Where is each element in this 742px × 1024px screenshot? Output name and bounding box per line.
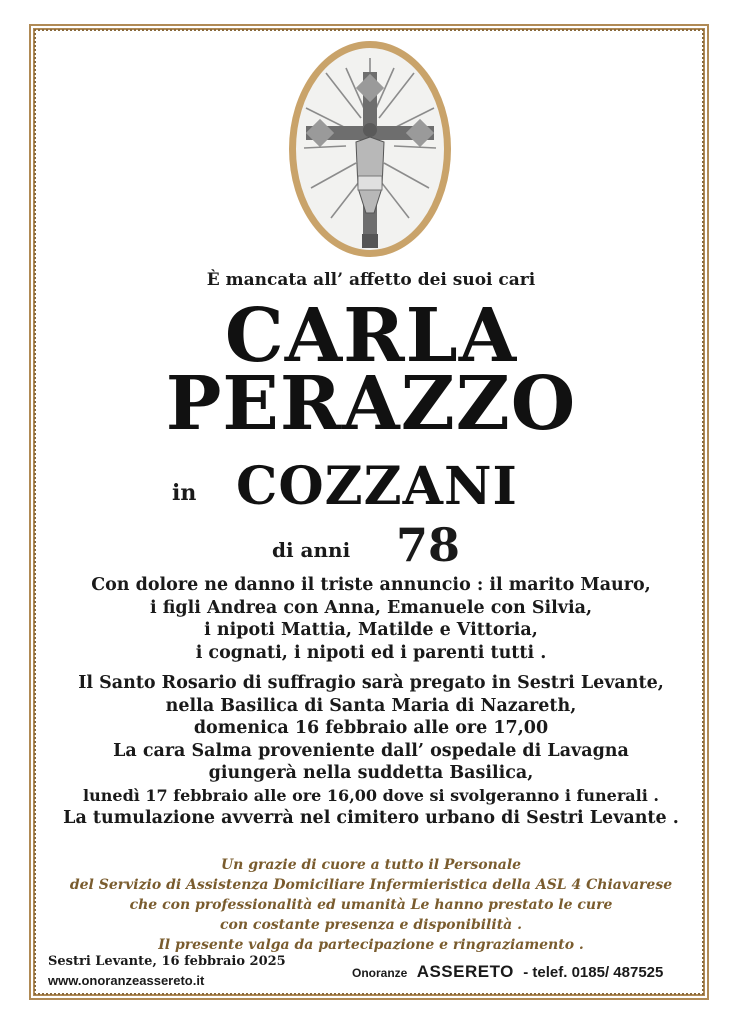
- thanks-line: con costante presenza e disponibilità .: [220, 917, 522, 933]
- agency-phone: - telef. 0185/ 487525: [523, 964, 664, 981]
- ceremony-line: La cara Salma proveniente dall’ ospedale di Lavagna: [113, 740, 629, 761]
- agency-name: ASSERETO: [416, 962, 514, 981]
- website-link[interactable]: www.onoranzeassereto.it: [48, 973, 205, 988]
- married-name-row: [0, 456, 742, 516]
- announcement-line: i figli Andrea con Anna, Emanuele con Silvia,: [149, 597, 593, 618]
- announcement-line: i cognati, i nipoti ed i parenti tutti .: [195, 642, 547, 663]
- crucifix-icon: [286, 38, 454, 260]
- ceremony-line: Il Santo Rosario di suffragio sarà pregato in Sestri Levante,: [78, 673, 664, 693]
- age-row: [0, 518, 742, 572]
- ceremony-line: lunedì 17 febbraio alle ore 16,00 dove si svolgeranno i funerali .: [83, 785, 659, 805]
- age-value: 78: [396, 518, 461, 572]
- agency-prefix: Onoranze: [352, 966, 408, 980]
- announcement-block: [40, 574, 702, 830]
- thanks-block: [40, 855, 702, 955]
- ceremony-line: giungerà nella suddetta Basilica,: [208, 763, 534, 783]
- announcement-line: Con dolore ne danno il triste annuncio : il marito Mauro,: [91, 575, 651, 595]
- thanks-line: che con professionalità ed umanità Le hanno prestato le cure: [129, 897, 613, 913]
- thanks-line: del Servizio di Assistenza Domiciliare Infermieristica della ASL 4 Chiavarese: [69, 877, 673, 893]
- ceremony-line: domenica 16 febbraio alle ore 17,00: [193, 718, 549, 738]
- place-date: Sestri Levante, 16 febbraio 2025: [48, 954, 286, 969]
- married-name: COZZANI: [236, 456, 518, 517]
- age-label: di anni: [272, 538, 351, 562]
- last-name: PERAZZO: [165, 361, 577, 447]
- thanks-line: Il presente valga da partecipazione e ringraziamento .: [158, 937, 584, 953]
- intro-text: È mancata all’ affetto dei suoi cari: [206, 270, 536, 290]
- married-prefix: in: [172, 480, 197, 506]
- footer-left: [48, 952, 286, 990]
- ceremony-line: La tumulazione avverrà nel cimitero urbano di Sestri Levante .: [63, 808, 679, 828]
- agency-info: [352, 962, 663, 982]
- thanks-line: Un grazie di cuore a tutto il Personale: [220, 857, 522, 873]
- announcement-line: i nipoti Mattia, Matilde e Vittoria,: [204, 620, 538, 640]
- first-name: CARLA: [224, 293, 518, 379]
- ceremony-line: nella Basilica di Santa Maria di Nazareth,: [165, 695, 577, 716]
